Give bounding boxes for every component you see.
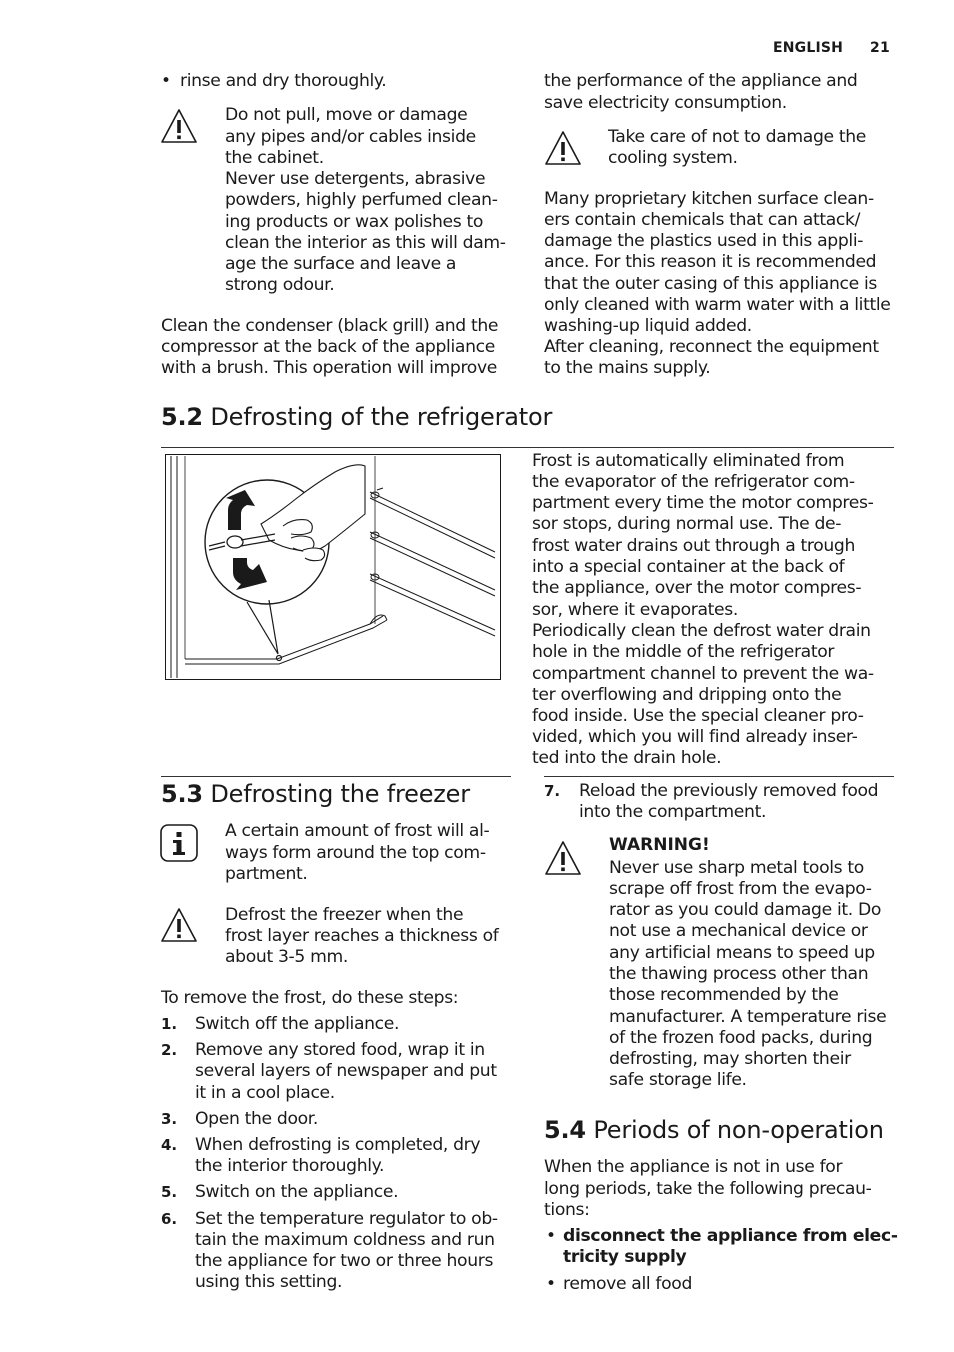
step-text: Reload the previously removed food xyxy=(579,781,879,801)
text-line: long periods, take the following precau- xyxy=(544,1179,872,1199)
text-line: strong odour. xyxy=(225,275,335,295)
text-line: food inside. Use the special cleaner pro- xyxy=(532,706,864,726)
text-line: Never use detergents, abrasive xyxy=(225,169,486,189)
text-line: the appliance, over the motor compres- xyxy=(532,578,862,598)
text-line: the cabinet. xyxy=(225,148,324,168)
text-line: sor stops, during normal use. The de- xyxy=(532,514,842,534)
bullet-item-rinse: rinse and dry thoroughly. xyxy=(180,71,387,91)
section-number: 5.2 xyxy=(161,403,203,431)
text-line: Clean the condenser (black grill) and the xyxy=(161,316,499,336)
text-line: A certain amount of frost will al- xyxy=(225,821,490,841)
bullet-disconnect: disconnect the appliance from elec- xyxy=(563,1226,898,1246)
text-line: Never use sharp metal tools to xyxy=(609,858,864,878)
section-heading-5-3 xyxy=(161,780,470,808)
text-line: only cleaned with warm water with a little xyxy=(544,295,891,315)
text-line: vided, which you will find already inser- xyxy=(532,727,858,747)
text-line: age the surface and leave a xyxy=(225,254,457,274)
section-number: 5.4 xyxy=(544,1116,586,1144)
text-line: into a special container at the back of xyxy=(532,557,845,577)
text-line: Do not pull, move or damage xyxy=(225,105,468,125)
text-line: damage the plastics used in this appli- xyxy=(544,231,864,251)
step-number: 4. xyxy=(161,1136,178,1154)
text-line: ways form around the top com- xyxy=(225,843,486,863)
section-rule xyxy=(161,776,511,777)
text-line: hole in the middle of the refrigerator xyxy=(532,642,835,662)
text-line: with a brush. This operation will improve xyxy=(161,358,498,378)
text-line: that the outer casing of this appliance is xyxy=(544,274,877,294)
text-line: Many proprietary kitchen surface clean- xyxy=(544,189,874,209)
caution-icon xyxy=(544,130,582,166)
text-line: ers contain chemicals that can attack/ xyxy=(544,210,861,230)
text-line: safe storage life. xyxy=(609,1070,747,1090)
text-line: ing products or wax polishes to xyxy=(225,212,484,232)
text-line: After cleaning, reconnect the equipment xyxy=(544,337,879,357)
text-line: Defrost the freezer when the xyxy=(225,905,464,925)
text-line: any artificial means to speed up xyxy=(609,943,875,963)
text-line: ted into the drain hole. xyxy=(532,748,722,768)
step-text: using this setting. xyxy=(195,1272,343,1292)
bullet-dot: • xyxy=(546,1274,557,1294)
step-number: 3. xyxy=(161,1110,178,1128)
defrost-drain-illustration xyxy=(165,454,501,680)
text-line: rator as you could damage it. Do xyxy=(609,900,882,920)
bullet-disconnect: tricity supply xyxy=(563,1247,687,1267)
bullet-dot: • xyxy=(161,71,172,91)
text-line: sor, where it evaporates. xyxy=(532,600,738,620)
text-line: ter overflowing and dripping onto the xyxy=(532,685,842,705)
text-line: compressor at the back of the appliance xyxy=(161,337,495,357)
text-line: save electricity consumption. xyxy=(544,93,787,113)
text-line: Periodically clean the defrost water drain xyxy=(532,621,871,641)
text-line: compartment channel to prevent the wa- xyxy=(532,664,874,684)
step-text: Open the door. xyxy=(195,1109,319,1129)
text-line: cooling system. xyxy=(608,148,738,168)
text-line: the evaporator of the refrigerator com- xyxy=(532,472,855,492)
step-text: When defrosting is completed, dry xyxy=(195,1135,481,1155)
text-line: about 3-5 mm. xyxy=(225,947,348,967)
step-text: Switch off the appliance. xyxy=(195,1014,400,1034)
bullet-remove-food: remove all food xyxy=(563,1274,693,1294)
warning-label: WARNING! xyxy=(609,835,710,855)
step-text: into the compartment. xyxy=(579,802,767,822)
section-title: Defrosting of the refrigerator xyxy=(210,403,553,431)
text-line: frost layer reaches a thickness of xyxy=(225,926,499,946)
text-line: manufacturer. A temperature rise xyxy=(609,1007,887,1027)
step-number: 2. xyxy=(161,1041,178,1059)
section-title: Periods of non-operation xyxy=(593,1116,884,1144)
step-number: 6. xyxy=(161,1210,178,1228)
text-line: those recommended by the xyxy=(609,985,839,1005)
header-language: ENGLISH xyxy=(773,40,844,56)
warning-icon xyxy=(544,840,582,876)
text-line: Frost is automatically eliminated from xyxy=(532,451,845,471)
text-line: frost water drains out through a trough xyxy=(532,536,856,556)
step-text: the appliance for two or three hours xyxy=(195,1251,494,1271)
text-line: defrosting, may shorten their xyxy=(609,1049,851,1069)
info-icon xyxy=(160,824,198,862)
caution-icon xyxy=(160,907,198,943)
text-line: not use a mechanical device or xyxy=(609,921,868,941)
step-number: 5. xyxy=(161,1183,178,1201)
text-line: When the appliance is not in use for xyxy=(544,1157,843,1177)
text-line: clean the interior as this will dam- xyxy=(225,233,506,253)
text-line: washing-up liquid added. xyxy=(544,316,752,336)
text-line: tions: xyxy=(544,1200,590,1220)
text-line: scrape off frost from the evapo- xyxy=(609,879,872,899)
step-text: Remove any stored food, wrap it in xyxy=(195,1040,485,1060)
section-number: 5.3 xyxy=(161,780,203,808)
text-line: any pipes and/or cables inside xyxy=(225,127,476,147)
caution-icon xyxy=(160,108,198,144)
text-line: partment. xyxy=(225,864,308,884)
steps-intro: To remove the frost, do these steps: xyxy=(161,988,459,1008)
section-title: Defrosting the freezer xyxy=(210,780,470,808)
bullet-dot: • xyxy=(546,1226,557,1246)
text-line: partment every time the motor compres- xyxy=(532,493,874,513)
step-text: Switch on the appliance. xyxy=(195,1182,399,1202)
section-rule xyxy=(161,447,894,448)
text-line: of the frozen food packs, during xyxy=(609,1028,873,1048)
text-line: to the mains supply. xyxy=(544,358,711,378)
text-line: Take care of not to damage the xyxy=(608,127,867,147)
section-heading-5-4 xyxy=(544,1116,884,1144)
text-line: ance. For this reason it is recommended xyxy=(544,252,877,272)
step-number: 1. xyxy=(161,1015,178,1033)
text-line: powders, highly perfumed clean- xyxy=(225,190,498,210)
text-line: the performance of the appliance and xyxy=(544,71,858,91)
text-line: the thawing process other than xyxy=(609,964,869,984)
page-number: 21 xyxy=(870,40,890,56)
step-text: tain the maximum coldness and run xyxy=(195,1230,495,1250)
section-rule xyxy=(544,776,894,777)
step-text: Set the temperature regulator to ob- xyxy=(195,1209,498,1229)
step-number: 7. xyxy=(544,782,561,800)
step-text: it in a cool place. xyxy=(195,1083,335,1103)
section-heading-5-2 xyxy=(161,403,552,431)
step-text: the interior thoroughly. xyxy=(195,1156,385,1176)
step-text: several layers of newspaper and put xyxy=(195,1061,497,1081)
